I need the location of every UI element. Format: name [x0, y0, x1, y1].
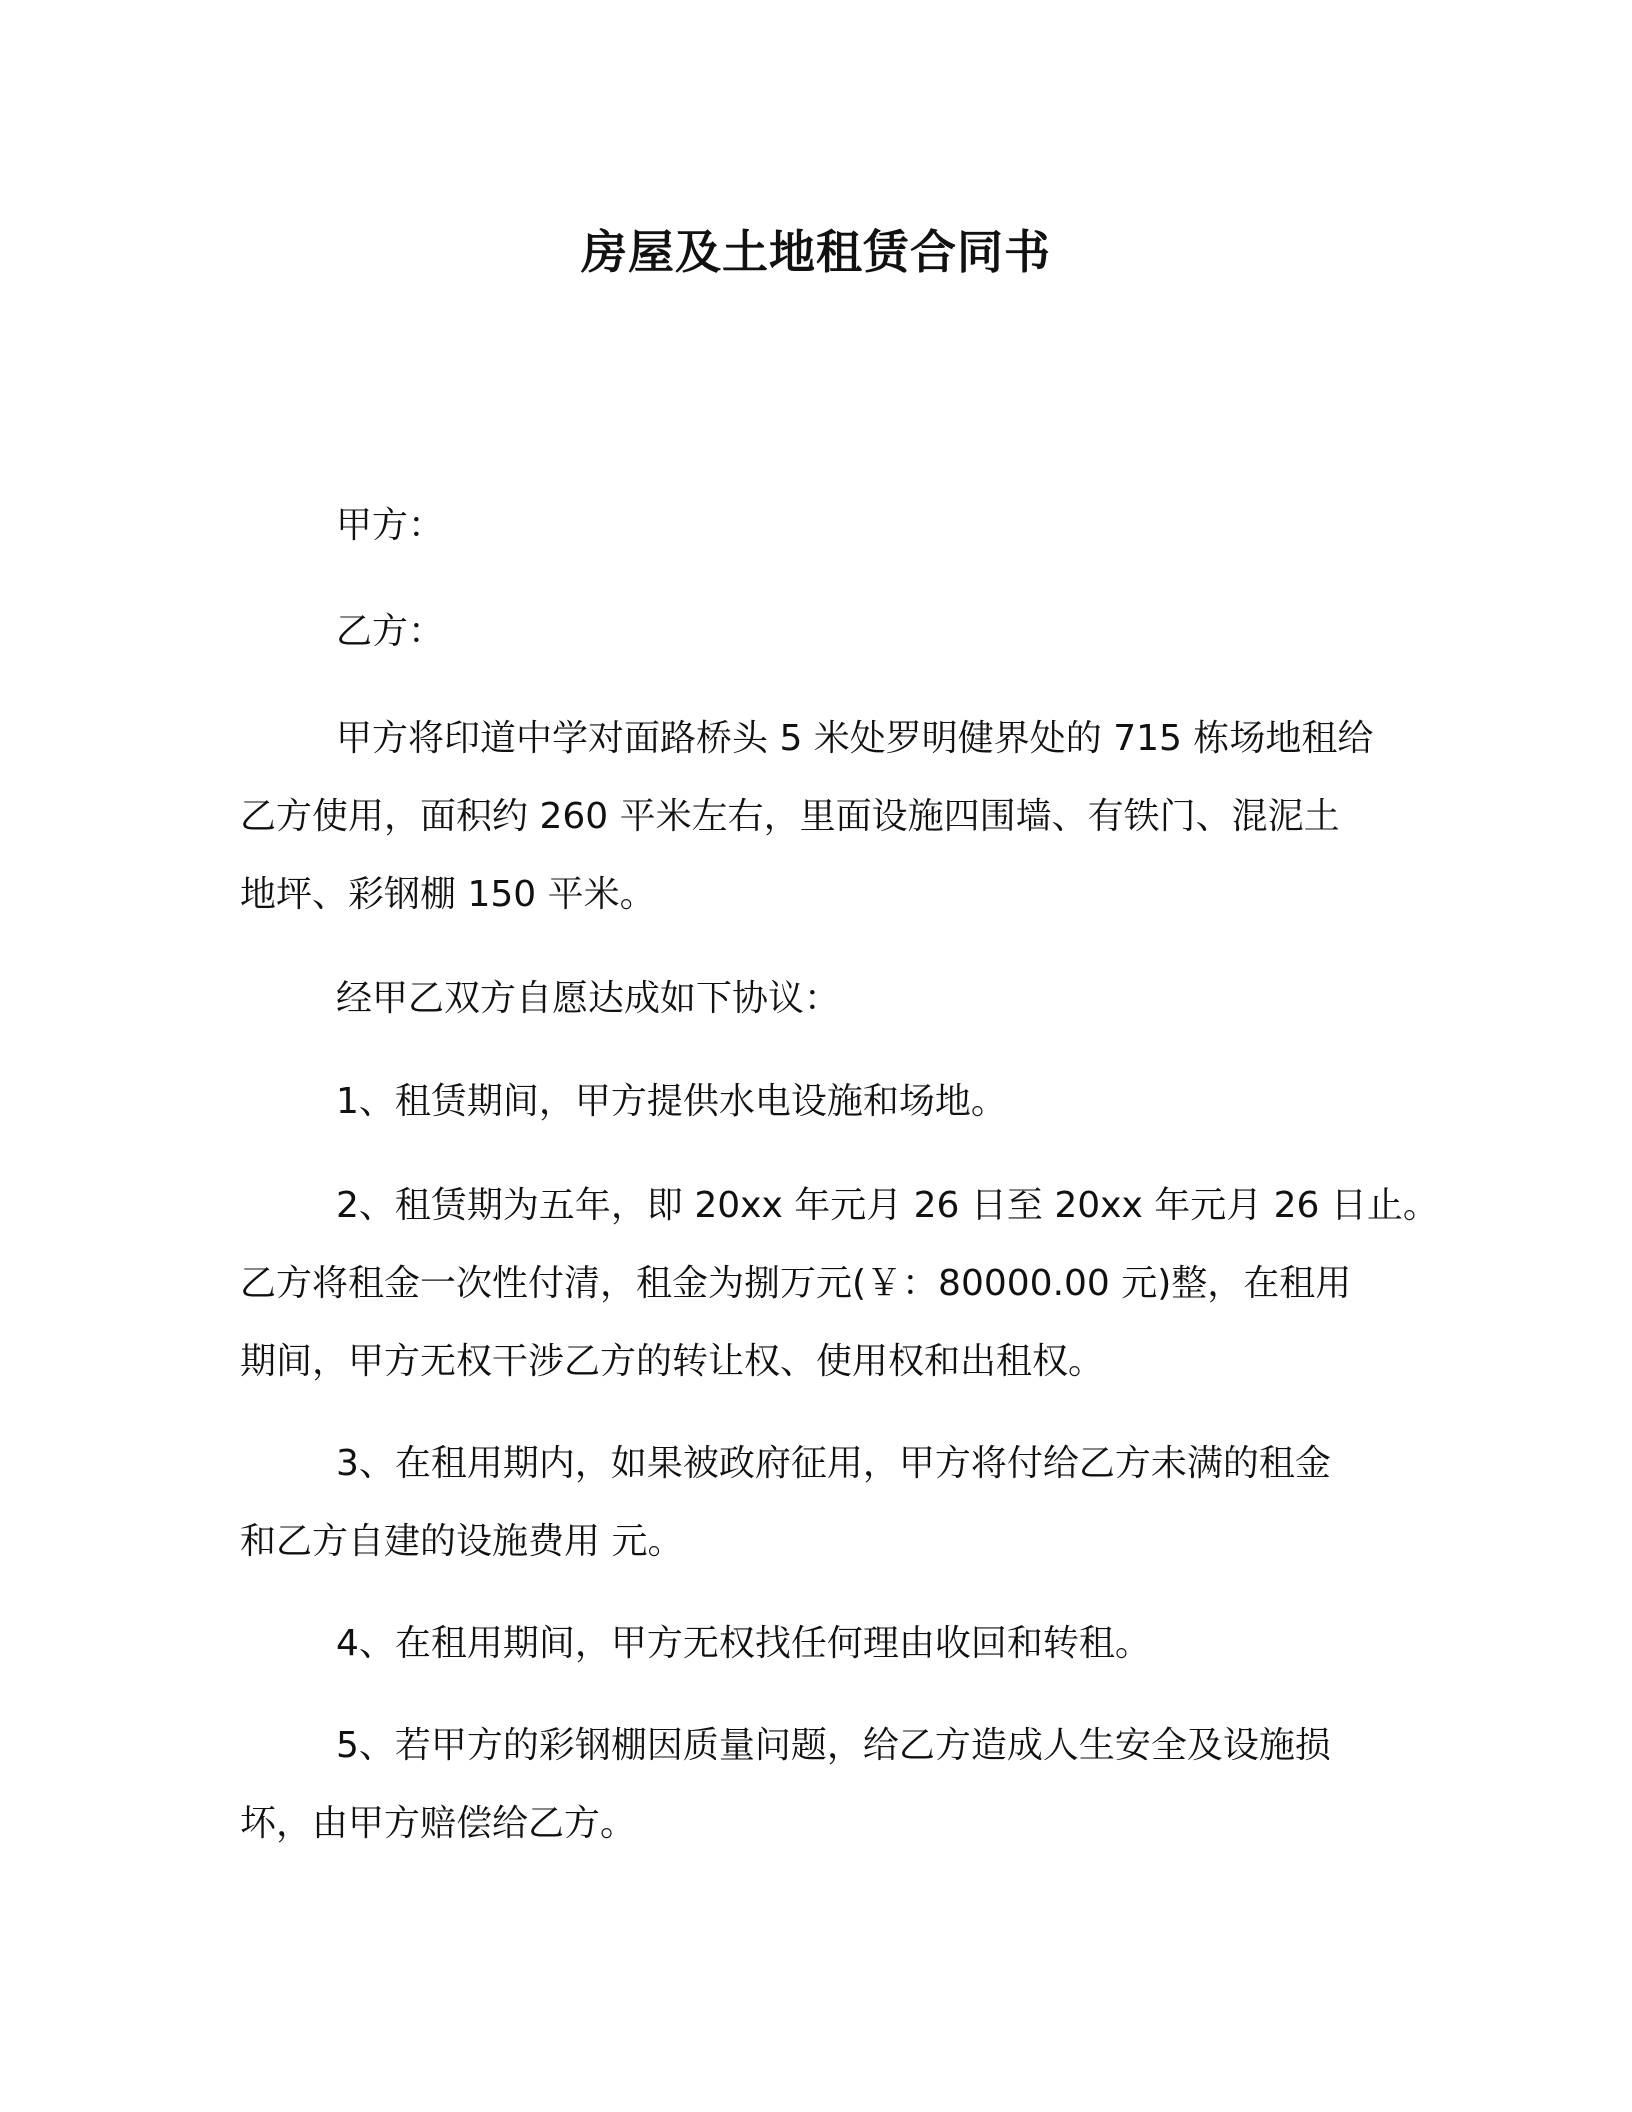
- intro-line: 乙方使用，面积约 260 平米左右，里面设施四围墙、有铁门、混泥土: [240, 796, 1340, 837]
- clause-2: [240, 1167, 1439, 1401]
- intro-line: 地坪、彩钢棚 150 平米。: [240, 874, 656, 915]
- clause-1: [240, 1063, 1410, 1141]
- document-title: 房屋及土地租赁合同书: [581, 225, 1051, 279]
- clause-line: 4、在租用期间，甲方无权找任何理由收回和转租。: [336, 1623, 1151, 1664]
- agreement-lead-text: 经甲乙双方自愿达成如下协议：: [336, 978, 841, 1019]
- agreement-lead: [240, 960, 1410, 1038]
- clause-line: 1、租赁期间，甲方提供水电设施和场地。: [336, 1081, 1007, 1122]
- clause-line: 2、租赁期为五年，即 20xx 年元月 26 日至 20xx 年元月 26 日止。: [336, 1185, 1439, 1226]
- intro-line: 甲方将印道中学对面路桥头 5 米处罗明健界处的 715 栋场地租给: [336, 718, 1374, 759]
- clause-line: 5、若甲方的彩钢棚因质量问题，给乙方造成人生安全及设施损: [336, 1725, 1331, 1766]
- clause-line: 坏，由甲方赔偿给乙方。: [240, 1803, 637, 1844]
- intro-paragraph: [240, 700, 1410, 934]
- clause-4: [240, 1605, 1410, 1683]
- party-b-label: 乙方：: [336, 611, 445, 652]
- party-b-line: [240, 593, 1410, 671]
- clause-line: 乙方将租金一次性付清，租金为捌万元(￥：80000.00 元)整，在租用: [240, 1263, 1352, 1304]
- party-a-line: [240, 487, 1410, 565]
- clause-line: 和乙方自建的设施费用 元。: [240, 1521, 684, 1562]
- clause-5: [240, 1707, 1410, 1863]
- clause-3: [240, 1425, 1410, 1581]
- clause-line: 期间，甲方无权干涉乙方的转让权、使用权和出租权。: [240, 1341, 1105, 1382]
- party-a-label: 甲方：: [336, 505, 445, 546]
- clause-line: 3、在租用期内，如果被政府征用，甲方将付给乙方未满的租金: [336, 1443, 1331, 1484]
